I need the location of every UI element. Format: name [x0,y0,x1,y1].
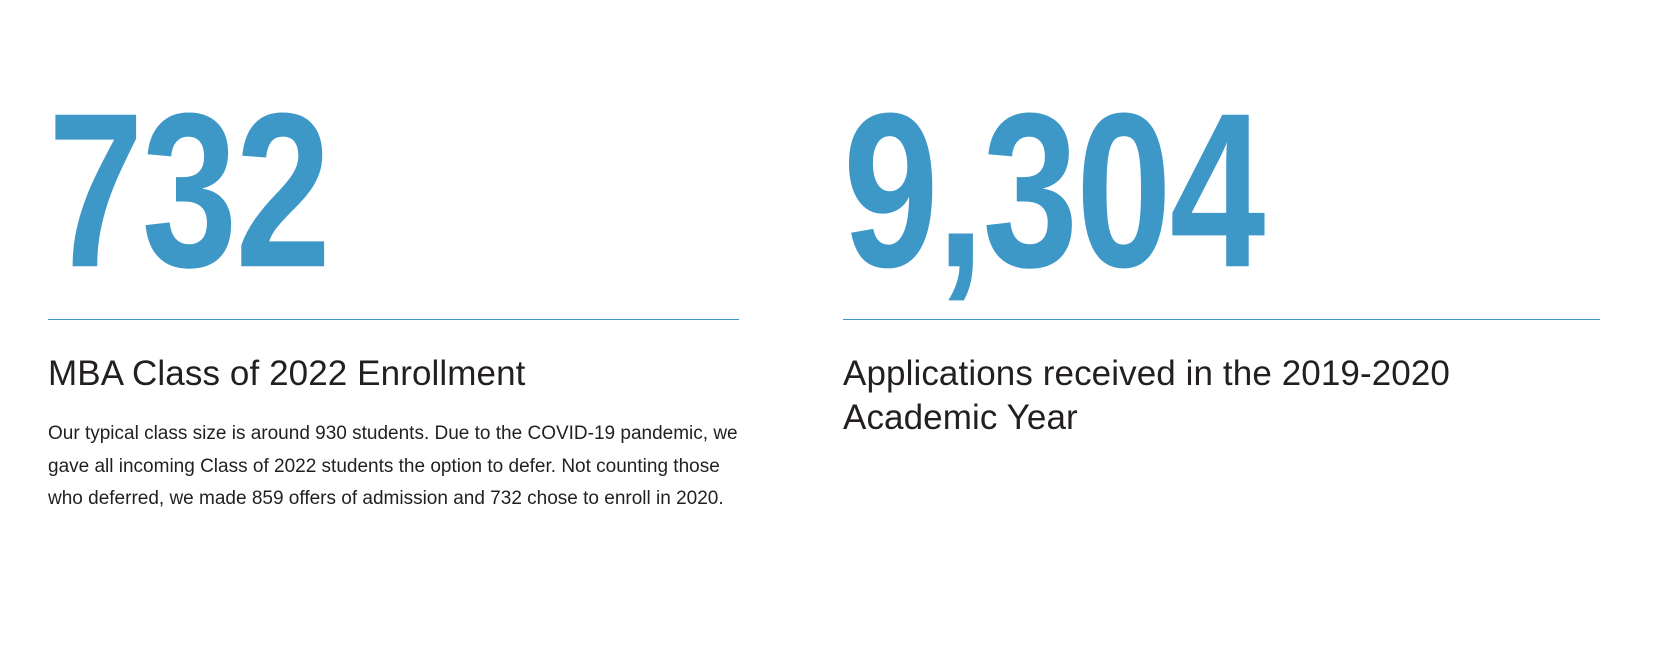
stat-number-enrollment: 732 [48,67,329,314]
stat-title-enrollment: MBA Class of 2022 Enrollment [48,354,526,394]
stat-card-applications [795,0,1656,440]
stat-number-applications: 9,304 [843,67,1264,314]
stat-card-enrollment [0,0,795,516]
stat-title-applications: Applications received in the 2019-2020 Academic Year [843,354,1450,438]
stat-description-enrollment: Our typical class size is around 930 students. Due to the COVID-19 pandemic, we gave all incoming Class of 2022 students the option to defer. Not counting those who deferred, we made 859 offers of admission and 732 chose to enroll in 2020. [48,423,738,510]
